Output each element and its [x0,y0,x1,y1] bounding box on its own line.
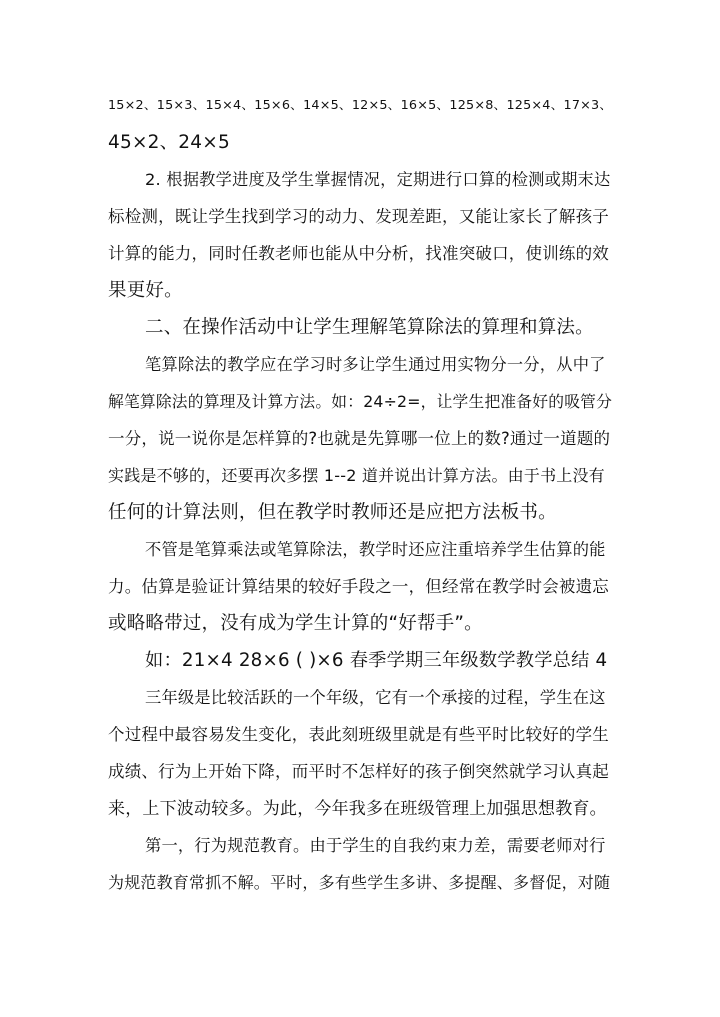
text-line: 为规范教育常抓不解。平时，多有些学生多讲、多提醒、多督促，对随 [108,873,611,892]
text-line: 果更好。 [108,280,183,301]
paragraph-start: 第一，行为规范教育。由于学生的自我约束力差，需要老师对行 [145,836,606,855]
text-line: 成绩、行为上开始下降，而平时不怎样好的孩子倒突然就学习认真起 [108,762,609,781]
text-line: 一分，说一说你是怎样算的?也就是先算哪一位上的数?通过一道题的 [108,429,611,448]
text-line: 任何的计算法则，但在教学时教师还是应把方法板书。 [108,502,557,523]
text-line: 或略略带过，没有成为学生计算的“好帮手”。 [108,613,483,634]
text-line: 15×2、15×3、15×4、15×6、14×5、12×5、16×5、125×8、125×4、17×3、 [108,98,613,113]
text-line: 实践是不够的，还要再次多摆 1--2 道并说出计算方法。由于书上没有 [108,466,605,485]
paragraph-start: 2. 根据教学进度及学生掌握情况，定期进行口算的检测或期末达 [145,170,611,189]
paragraph-start: 三年级是比较活跃的一个年级，它有一个承接的过程，学生在这 [145,688,606,707]
paragraph-start: 如：21×4 28×6 ( )×6 春季学期三年级数学教学总结 4 [145,650,608,671]
text-line: 力。估算是验证计算结果的较好手段之一，但经常在教学时会被遗忘 [108,577,609,596]
section-heading: 二、在操作活动中让学生理解笔算除法的算理和算法。 [145,317,594,338]
text-line: 计算的能力，同时任教老师也能从中分析，找准突破口，使训练的效 [108,244,609,263]
text-line: 标检测，既让学生找到学习的动力、发现差距，又能让家长了解孩子 [108,207,609,226]
paragraph-start: 不管是笔算乘法或笔算除法，教学时还应注重培养学生估算的能 [145,540,606,559]
text-line: 45×2、24×5 [108,132,230,153]
text-line: 来，上下波动较多。为此，今年我多在班级管理上加强思想教育。 [108,799,607,819]
text-line: 个过程中最容易发生变化，表此刻班级里就是有些平时比较好的学生 [108,725,609,744]
text-line: 解笔算除法的算理及计算方法。如：24÷2=，让学生把准备好的吸管分 [108,392,613,411]
paragraph-start: 笔算除法的教学应在学习时多让学生通过用实物分一分，从中了 [145,355,606,374]
